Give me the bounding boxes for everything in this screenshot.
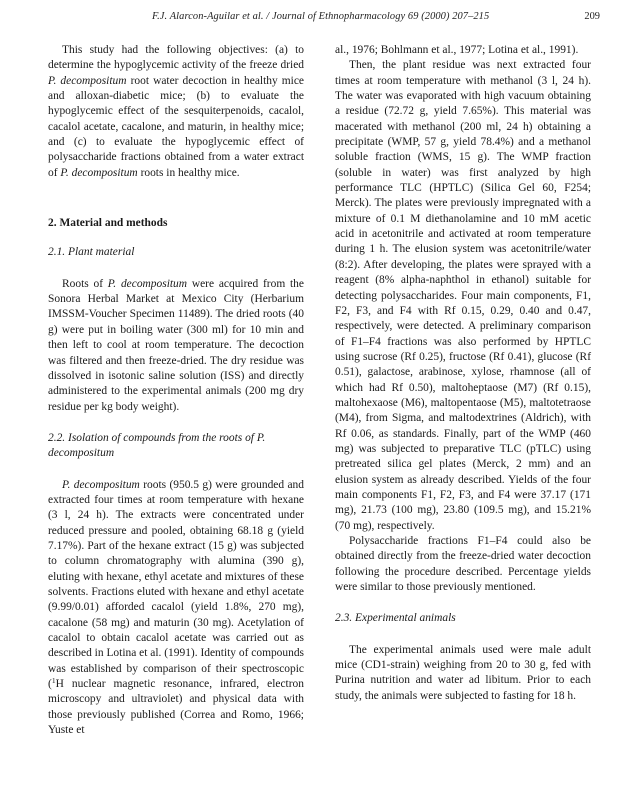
page-number: 209	[584, 11, 600, 22]
left-column	[48, 43, 304, 738]
subsection-heading-isolation: 2.2. Isolation of compounds from the roots of P. decompositum	[48, 431, 266, 460]
subsection-heading-plant-material: 2.1. Plant material	[48, 246, 135, 259]
running-header	[48, 11, 600, 27]
experimental-animals-paragraph: The experimental animals used were male adult mice (CD1-strain) weighing from 20 to 30 g, fed with Purina nutrition and water ad libitum. Prior to each study, the animals were subjected to fasting for 18 h.	[335, 643, 591, 702]
continued-citation-paragraph: al., 1976; Bohlmann et al., 1977; Lotina et al., 1991).	[335, 44, 579, 56]
objectives-paragraph: This study had the following objectives: (a) to determine the hypoglycemic activity of the freeze dried P. decompositum root water decoction in healthy mice and alloxan-diabetic mice; (b) to evaluate the hypoglycemic effect of the sesquiterpenoids, cacalol, cacalol acetate, cacalone, and maturin, in healthy mice; and (c) to evaluate the hypoglycemic effect of polysaccharide fractions obtained from a water extract of P. decompositum roots in healthy mice.	[48, 44, 304, 179]
methanol-extraction-paragraph: Then, the plant residue was next extracted four times at room temperature with methanol (3 l, 24 h). The water was evaporated with high vacuum obtaining a residue (72.72 g, yield 7.65%). This material was macerated with methanol (200 ml, 24 h) obtaining a precipitate (WMP, 57 g, yield 78.4%) and a methanol soluble fraction (WMS, 15 g). The WMP fraction (soluble in water) was first analyzed by high performance TLC (HPTLC) (Silica Gel 60, F254; Merck). The plates were previously impregnated with a mixture of 0.1 M diethanolamine and 10 mM acetic acid in acetonitrile and activated at room temperature during 1 h. The elusion system was acetonitrile/water (8:2). After developing, the plates were sprayed with a reagent (8% alpha-naphthol in ethanol) suitable for detecting polysaccharides. Four main components, F1, F2, F3, and F4 with Rf 0.15, 0.29, 0.40 and 0.47, respectively, were detected. A preliminary comparison of F1–F4 fractions was also performed by HPTLC using sucrose (Rf 0.25), fructose (Rf 0.41), glucose (Rf 0.51), galactose, arabinose, xylose, rhamnose (all of which had Rf 0.50), maltoheptaose (M7) (Rf 0.15), maltohexaose (M6), maltopentaose (M5), maltotetraose (M4), from Sigma, and maltodextrines (Aldrich), with Rf 0.06, as standards. Finally, part of the WMP (460 mg) was subjected to preparative TLC (pTLC) using pretreated silica gel plates (Merck, 2 mm) and an elusion system as already described. Yields of the four main components F1, F2, F3, and F4 were 37.17 (171 mg), 21.73 (100 mg), 23.80 (109.5 mg), and 15.21% (70 mg), respectively.	[335, 59, 591, 532]
polysaccharide-fractions-paragraph: Polysaccharide fractions F1–F4 could also be obtained directly from the freeze-dried water decoction following the procedure described. Percentage yields were similar to those previously mentioned.	[335, 535, 591, 594]
subsection-heading-experimental-animals: 2.3. Experimental animals	[335, 612, 456, 625]
running-head: F.J. Alarcon-Aguilar et al. / Journal of Ethnopharmacology 69 (2000) 207–215	[152, 11, 490, 22]
section-heading-methods: 2. Material and methods	[48, 217, 168, 230]
isolation-paragraph: P. decompositum roots (950.5 g) were grounded and extracted four times at room temperature with hexane (3 l, 24 h). The extracts were concentrated under reduced pressure and pooled, obtaining 68.18 g (yield 7.17%). Part of the hexane extract (15 g) was subjected to column chromatography with alumina (390 g), eluting with hexane, ethyl acetate and mixtures of these solvents. Fractions eluted with hexane and ethyl acetate (9.99/0.01) afforded cacalol (yield 1.8%, 270 mg), cacalone (58 mg) and maturin (30 mg). Acetylation of cacalol to obtain cacalol acetate was carried out as described in Lotina et al. (1991). Identity of compounds was established by comparison of their spectroscopic ($^1$H nuclear magnetic resonance, infrared, electron microscopy and ultraviolet) and physical data with those previously published (Correa and Romo, 1966; Yuste et	[48, 478, 305, 737]
right-column	[335, 43, 591, 704]
plant-material-paragraph: Roots of P. decompositum were acquired from the Sonora Herbal Market at Mexico City (Herbarium IMSSM-Voucher Specimen 11489). The dried roots (40 g) were put in boiling water (300 ml) for 10 min and then left to cool at room temperature. The decoction was filtered and then freeze-dried. The dry residue was dissolved in isotonic saline solution (ISS) and directly administered to the experimental animals (200 mg dry residue per kg body weight).	[48, 277, 304, 413]
